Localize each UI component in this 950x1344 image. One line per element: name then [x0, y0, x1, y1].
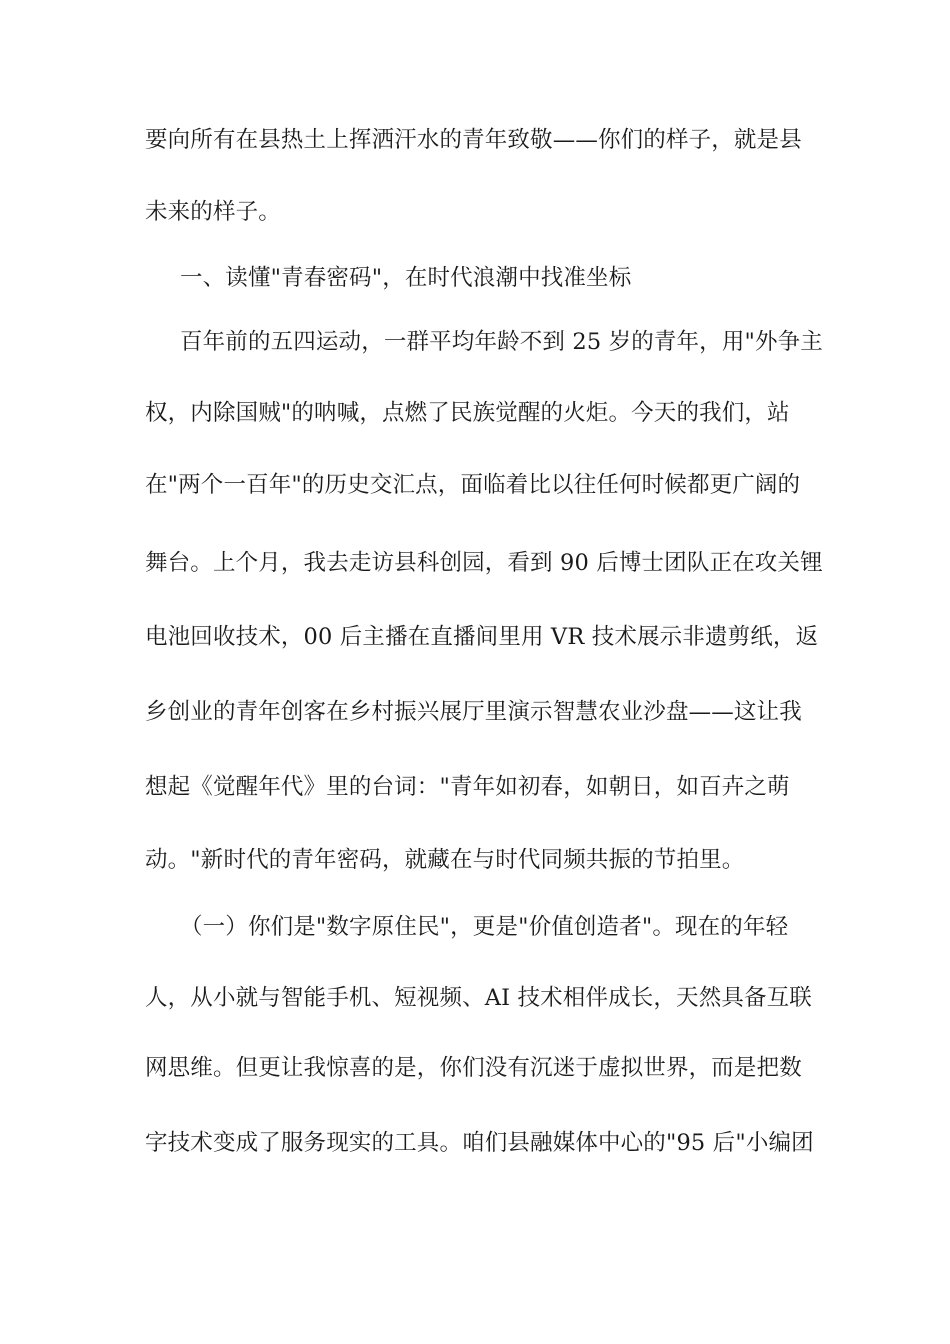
text-line: 舞台。上个月，我去走访县科创园，看到 90 后博士团队正在攻关锂	[145, 550, 823, 576]
text-line: 电池回收技术，00 后主播在直播间里用 VR 技术展示非遗剪纸，返	[145, 624, 819, 650]
text-line: 要向所有在县热土上挥洒汗水的青年致敬——你们的样子，就是县	[145, 127, 802, 153]
section-heading: 一、读懂"青春密码"，在时代浪潮中找准坐标	[180, 265, 632, 291]
text-line: 网思维。但更让我惊喜的是，你们没有沉迷于虚拟世界，而是把数	[145, 1055, 802, 1081]
text-line: 在"两个一百年"的历史交汇点，面临着比以往任何时候都更广阔的	[145, 472, 801, 498]
text-line: 想起《觉醒年代》里的台词："青年如初春，如朝日，如百卉之萌	[145, 774, 790, 800]
text-line: 未来的样子。	[145, 199, 281, 225]
text-line: 人，从小就与智能手机、短视频、AI 技术相伴成长，天然具备互联	[145, 985, 812, 1011]
text-line: 字技术变成了服务现实的工具。咱们县融媒体中心的"95 后"小编团	[145, 1130, 814, 1156]
text-line: 乡创业的青年创客在乡村振兴展厅里演示智慧农业沙盘——这让我	[145, 699, 802, 725]
paragraph-start-line: 百年前的五四运动，一群平均年龄不到 25 岁的青年，用"外争主	[180, 329, 823, 355]
subsection-start-line: （一）你们是"数字原住民"，更是"价值创造者"。现在的年轻	[180, 914, 789, 940]
text-line: 动。"新时代的青年密码，就藏在与时代同频共振的节拍里。	[145, 847, 745, 873]
text-line: 权，内除国贼"的呐喊，点燃了民族觉醒的火炬。今天的我们，站	[145, 400, 790, 426]
